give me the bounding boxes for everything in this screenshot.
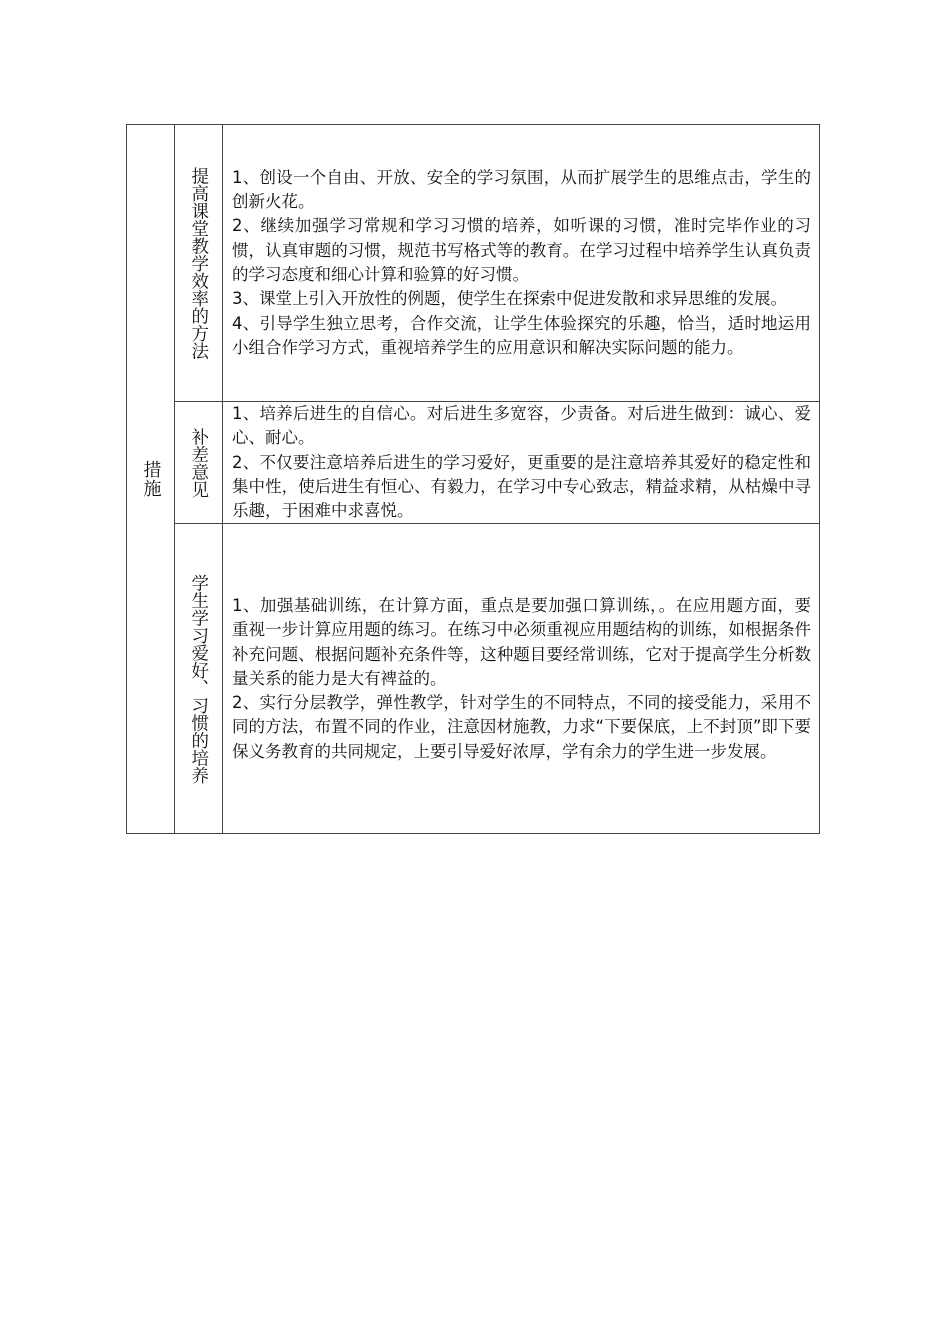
paragraph: 1、培养后进生的自信心。对后进生多宽容，少责备。对后进生做到：诚心、爱心、耐心。 (232, 404, 811, 448)
row-label-cell (175, 402, 223, 524)
row-label-remedial: 补差意见 (188, 427, 209, 498)
row-label-cell (175, 125, 223, 402)
paragraph: 4、引导学生独立思考，合作交流，让学生体验探究的乐趣，恰当，适时地运用小组合作学习方式，重视培养学生的应用意识和解决实际问题的能力。 (232, 313, 811, 357)
row-content-cell (223, 125, 820, 402)
measures-label-cell (127, 125, 175, 834)
paragraph: 3、课堂上引入开放性的例题，使学生在探索中促进发散和求异思维的发展。 (232, 289, 787, 309)
table-row (127, 125, 820, 402)
paragraph: 1、创设一个自由、开放、安全的学习氛围，从而扩展学生的思维点击，学生的创新火花。 (232, 167, 811, 212)
paragraph: 2、实行分层教学，弹性教学，针对学生的不同特点，不同的接受能力，采用不同的方法，布置不同的作业，注意因材施教，力求“下要保底，上不封顶”即下要保义务教育的共同规定，上要引导爱好浓厚，学有余力的学生进一步发展。 (232, 693, 811, 761)
row-label-cell (175, 524, 223, 834)
measures-table (126, 124, 820, 834)
row-label-habits: 学生学习爱好、习惯的培养 (188, 573, 209, 784)
table-row (127, 524, 820, 834)
row-label-efficiency: 提高课堂教学效率的方法 (188, 166, 209, 360)
paragraph: 2、继续加强学习常规和学习习惯的培养，如听课的习惯，准时完毕作业的习惯，认真审题的习惯，规范书写格式等的教育。在学习过程中培养学生认真负责的学习态度和细心计算和验算的好习惯。 (232, 216, 811, 284)
measures-label: 措施 (140, 460, 162, 499)
table-row (127, 402, 820, 524)
paragraph: 2、不仅要注意培养后进生的学习爱好，更重要的是注意培养其爱好的稳定性和集中性，使后进生有恒心、有毅力，在学习中专心致志，精益求精，从枯燥中寻乐趣，于困难中求喜悦。 (232, 452, 811, 521)
paragraph: 1、加强基础训练，在计算方面，重点是要加强口算训练，。在应用题方面，要重视一步计算应用题的练习。在练习中必须重视应用题结构的训练，如根据条件补充问题、根据问题补充条件等，这种题目要经常训练，它对于提高学生分析数量关系的能力是大有裨益的。 (232, 595, 811, 688)
row-content-cell (223, 524, 820, 834)
row-content-cell (223, 402, 820, 524)
